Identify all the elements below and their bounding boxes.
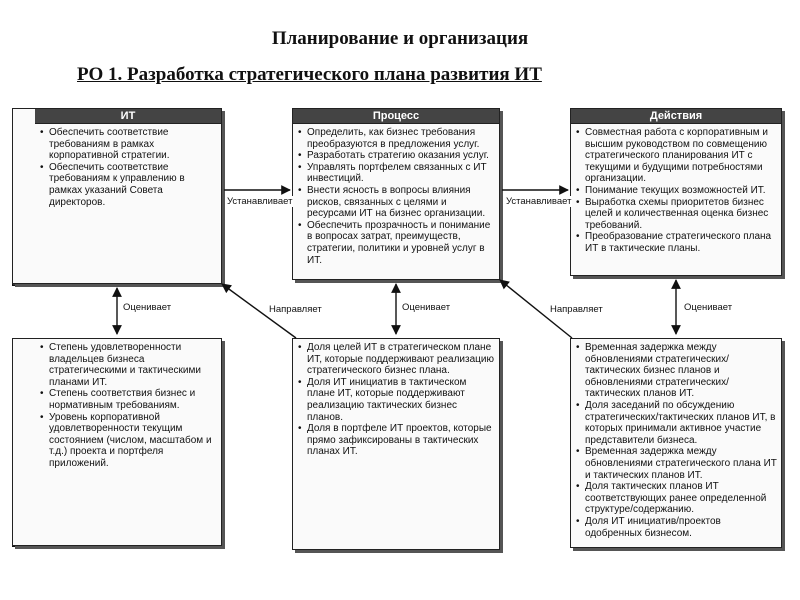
it-column-header: ИТ — [35, 109, 221, 124]
list-item: • Доля в портфеле ИТ проектов, которые прямо зафиксированы в тактических планах ИТ. — [307, 423, 495, 458]
arrow-label-evaluates-1: Оценивает — [123, 302, 172, 313]
list-item: • Доля тактических планов ИТ соответствующих ранее определенной структуре/содержанию. — [585, 481, 777, 516]
arrow-label-evaluates-3: Оценивает — [684, 302, 733, 313]
list-item: • Степень соответствия бизнес и нормативным требованиям. — [49, 388, 217, 411]
arrow-label-evaluates-2: Оценивает — [402, 302, 451, 313]
list-item: • Обеспечить соответствие требованиям к управлению в рамках указаний Совета директоров. — [49, 162, 217, 208]
list-item: • Доля заседаний по обсуждению стратегических/тактических планов ИТ, в которых принимали активное участие представители бизнеса. — [585, 400, 777, 446]
list-item: • Обеспечить прозрачность и понимание в вопросах затрат, преимуществ, стратегии, политики и уровней услуг в ИТ. — [307, 220, 495, 266]
list-item: • Управлять портфелем связанных с ИТ инвестиций. — [307, 162, 495, 185]
page-subtitle: РО 1. Разработка стратегического плана развития ИТ — [77, 64, 542, 85]
list-item: • Внести ясность в вопросы влияния рисков, связанных с целями и ресурсами ИТ на бизнес организации. — [307, 185, 495, 220]
list-item: • Выработка схемы приоритетов бизнес целей и количественная оценка бизнес требований. — [585, 197, 777, 232]
list-item: • Временная задержка между обновлениями стратегических/тактических бизнес планов и обновлениями стратегических/тактических планов ИТ. — [585, 342, 777, 400]
process-column-header: Процесс — [293, 109, 499, 124]
list-item: • Преобразование стратегического плана ИТ в тактические планы. — [585, 231, 777, 254]
list-item: • Степень удовлетворенности владельцев бизнеса стратегическими и тактическими планами ИТ. — [49, 342, 217, 388]
actions-column-header: Действия — [571, 109, 781, 124]
list-item: • Уровень корпоративной удовлетворенности текущим состоянием (числом, масштабом и т.д.) проекта и портфеля приложений. — [49, 412, 217, 470]
arrow-label-directs-2: Направляет — [550, 304, 603, 315]
list-item: • Совместная работа с корпоративным и высшим руководством по совмещению стратегического планирования ИТ с текущими и будущими потребностями организации. — [585, 127, 777, 185]
arrow-label-sets-2: Устанавливает — [506, 196, 572, 207]
list-item: • Понимание текущих возможностей ИТ. — [585, 185, 777, 197]
list-item: • Определить, как бизнес требования преобразуются в предложения услуг. — [307, 127, 495, 150]
list-item: • Обеспечить соответствие требованиям в рамках корпоративной стратегии. — [49, 127, 217, 162]
page-title: Планирование и организация — [271, 28, 529, 49]
arrow-label-sets-1: Устанавливает — [227, 196, 293, 207]
list-item: • Доля ИТ инициатив/проектов одобренных бизнесом. — [585, 516, 777, 539]
list-item: • Доля целей ИТ в стратегическом плане ИТ, которые поддерживают реализацию стратегического бизнес плана. — [307, 342, 495, 377]
list-item: • Доля ИТ инициатив в тактическом плане ИТ, которые поддерживают реализацию тактических бизнес планов. — [307, 377, 495, 423]
list-item: • Разработать стратегию оказания услуг. — [307, 150, 495, 162]
list-item: • Временная задержка между обновлениями стратегического плана ИТ и тактических планов ИТ. — [585, 446, 777, 481]
arrow-label-directs-1: Направляет — [269, 304, 322, 315]
